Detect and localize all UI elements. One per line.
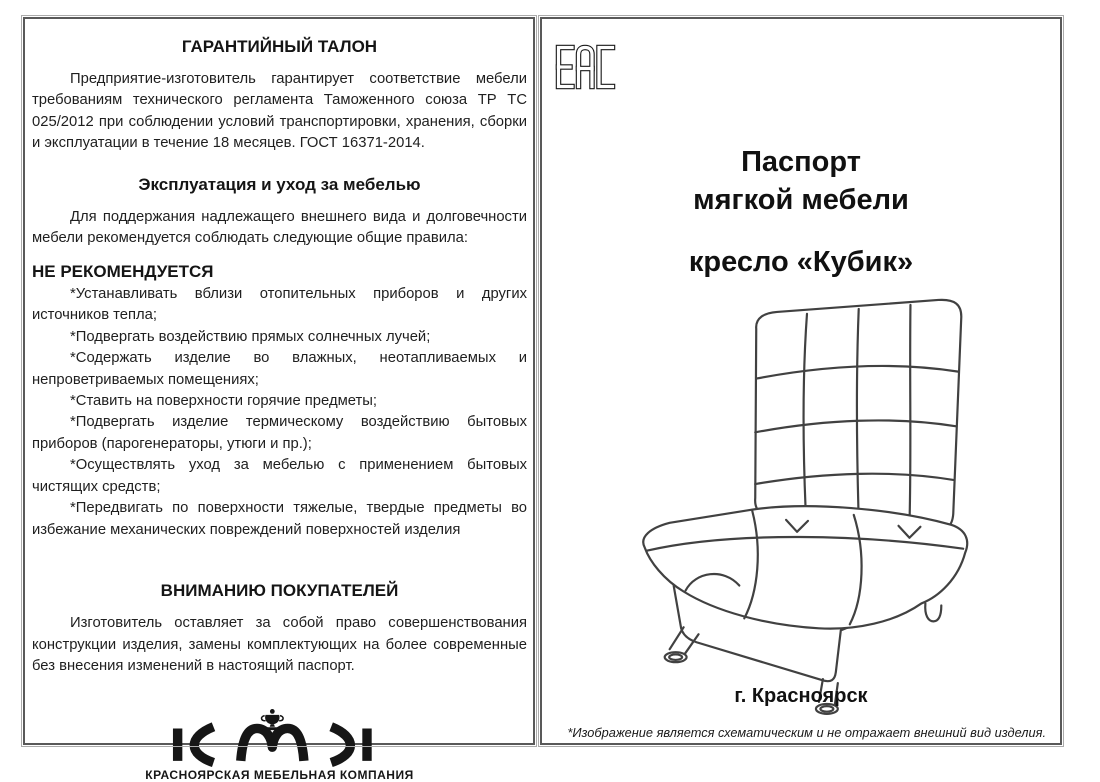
attention-text: Изготовитель оставляет за собой право совершенствования конструкции изделия, замены комплектующих на более современные без внесения изменений в настоящий паспорт. [32,615,527,675]
armchair-line-drawing [604,291,1002,695]
list-item: *Осуществлять уход за мебелью с применением бытовых чистящих средств; [32,457,527,495]
warranty-page [23,17,535,782]
passport-title [542,143,1060,281]
list-item: *Подвергать воздействию прямых солнечных лучей; [70,328,431,345]
list-item: *Содержать изделие во влажных, неотапливаемых и непроветриваемых помещениях; [32,350,527,388]
kmk-logo-icon [160,708,400,766]
not-recommended-list [32,284,527,541]
kmk-logo [32,708,527,782]
warranty-title: ГАРАНТИЙНЫЙ ТАЛОН [181,37,378,56]
product-name: кресло «Кубик» [688,246,914,278]
cover-page [540,17,1062,745]
attention-heading: ВНИМАНИЮ ПОКУПАТЕЛЕЙ [160,581,399,601]
list-item: *Устанавливать вблизи отопительных приборов и других источников тепла; [32,285,527,324]
warranty-text: Предприятие-изготовитель гарантирует соответствие мебели требованиям технического регламента Таможенного союза ТР ТС 025/2012 при соблюдении условий транспортировки, хранения, сборки и эксплуатации в течение 18 месяцев. ГОСТ 16371-2014. [32,71,527,152]
title-line-2: мягкой мебели [693,184,909,216]
care-intro: Для поддержания надлежащего внешнего вида и долговечности мебели рекомендуется соблюдать следующие общие правила: [32,208,527,247]
list-item: *Передвигать по поверхности тяжелые, твердые предметы во избежание механических повреждений поверхностей изделия [32,500,527,538]
eac-certification-icon [550,39,616,95]
list-item: *Ставить на поверхности горячие предметы; [70,392,378,409]
kmk-logo-caption: КРАСНОЯРСКАЯ МЕБЕЛЬНАЯ КОМПАНИЯ [145,767,414,782]
care-heading: Эксплуатация и уход за мебелью [138,174,421,194]
city-label: г. Красноярск [734,685,868,707]
crown-icon [265,709,279,730]
list-item: *Подвергать изделие термическому воздействию бытовых приборов (парогенераторы, утюги и пр.); [32,414,527,452]
schematic-footnote: *Изображение является схематическим и не отражает внешний вид изделия. [567,725,1046,740]
not-recommended-heading: НЕ РЕКОМЕНДУЕТСЯ [32,261,214,281]
title-line-1: Паспорт [741,146,861,178]
